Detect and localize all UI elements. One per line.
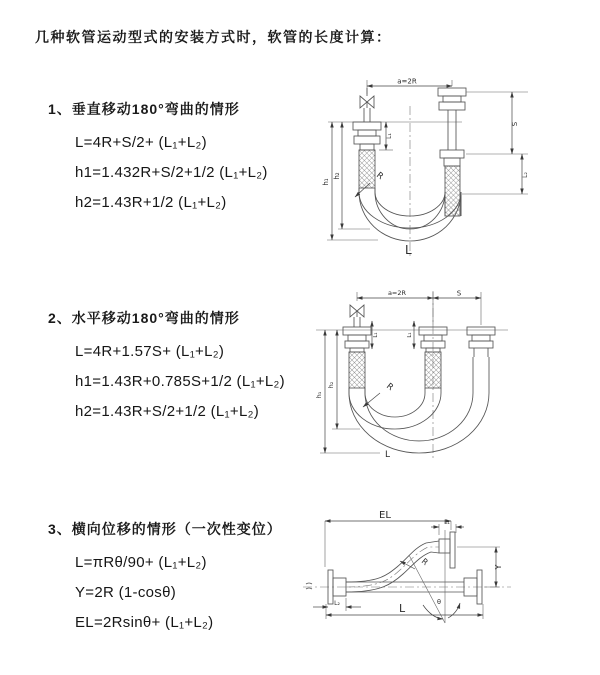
dim-l1-label: L₁: [444, 519, 450, 526]
section-2-formulas: [75, 337, 285, 427]
length-label: L: [405, 243, 412, 257]
dim-l-label: L: [399, 602, 406, 615]
s-curve-hose-position: [346, 541, 439, 592]
right-fitting-moved-position: [467, 327, 495, 357]
formula-h2: h2=1.43R+1/2 (L₁+L₂): [75, 194, 227, 211]
radius-leader: [363, 381, 395, 407]
dim-h2-label: h₂: [333, 172, 341, 180]
dimension-l1-left: [372, 321, 379, 349]
dim-l1-middle-label: L₁: [407, 332, 413, 338]
upper-flange-displaced-position: [439, 532, 455, 568]
dimension-s: [466, 92, 528, 154]
dimension-s: [433, 290, 481, 299]
section-1-heading: 1、垂直移动180°弯曲的情形: [48, 101, 240, 117]
dimension-l1-middle: [407, 321, 414, 349]
angle-construction: [409, 530, 460, 623]
dim-l1-label: L₁: [386, 133, 393, 139]
angle-theta-label: θ: [437, 598, 441, 606]
middle-fitting: [419, 327, 447, 388]
radius-label: R: [374, 170, 385, 183]
formula-el: EL=2Rsinθ+ (L₁+L₂): [75, 614, 214, 631]
section-2-heading: 2、水平移动180°弯曲的情形: [48, 310, 240, 326]
braided-hose-end: [349, 352, 365, 388]
page-title: 几种软管运动型式的安装方式时，软管的长度计算：: [35, 29, 392, 45]
dimension-l2: [313, 598, 361, 611]
valve-icon: [350, 305, 364, 327]
braided-hose-end: [359, 150, 375, 188]
dim-el-label: EL: [379, 510, 391, 521]
diagram-horizontal-180-bend: [300, 283, 600, 465]
dim-s-label: S: [456, 289, 462, 298]
section-lateral-displacement: [48, 519, 282, 638]
formula-y: Y=2R (1-cosθ): [75, 584, 177, 601]
length-label: L: [385, 450, 391, 460]
radius-label: R: [384, 381, 395, 394]
u-bend-hose-positions: [349, 357, 489, 453]
centerline-break-mark: [306, 583, 312, 589]
dimension-el: [325, 510, 451, 567]
valve-icon: [360, 88, 374, 108]
dim-a-label: a=2R: [387, 289, 407, 297]
dim-l2-label: L₂: [334, 600, 340, 607]
dim-l1-left-label: L₁: [373, 332, 379, 338]
dim-y-label: Y: [494, 564, 503, 570]
section-1-formulas: [75, 128, 268, 218]
section-3-formulas: [75, 548, 282, 638]
dimension-l2: [462, 154, 529, 194]
right-pipe-fitting: [438, 88, 466, 216]
dimension-h1: [315, 330, 380, 453]
dimension-l1: [431, 519, 464, 535]
formula-h1: h1=1.432R+S/2+1/2 (L₁+L₂): [75, 164, 268, 181]
formula-h2: h2=1.43R+S/2+1/2 (L₁+L₂): [75, 403, 260, 420]
dimension-a-2r: [357, 289, 481, 325]
dim-s-label: S: [511, 121, 519, 127]
dim-l2-label: L₂: [522, 172, 529, 178]
formula-h1: h1=1.43R+0.785S+1/2 (L₁+L₂): [75, 373, 285, 390]
diagram-lateral-displacement: [293, 505, 600, 655]
dim-h2-label: h₂: [327, 381, 335, 389]
formula-length: L=4R+1.57S+ (L₁+L₂): [75, 343, 225, 360]
braided-hose-end: [425, 352, 441, 388]
formula-length: L=4R+S/2+ (L₁+L₂): [75, 134, 207, 151]
section-vertical-movement: [48, 99, 268, 218]
dim-a-label: a=2R: [397, 77, 417, 86]
formula-length: L=πRθ/90+ (L₁+L₂): [75, 554, 207, 571]
left-fitting: [343, 327, 371, 388]
radius-label: R: [419, 556, 430, 568]
dim-h1-label: h₁: [315, 391, 323, 399]
section-horizontal-movement: [48, 308, 285, 427]
dim-h1-label: h₁: [322, 178, 330, 186]
section-3-heading: 3、横向位移的情形（一次性变位）: [48, 521, 282, 537]
diagram-vertical-180-bend: [300, 76, 600, 261]
dimension-a-2r: [367, 78, 452, 95]
